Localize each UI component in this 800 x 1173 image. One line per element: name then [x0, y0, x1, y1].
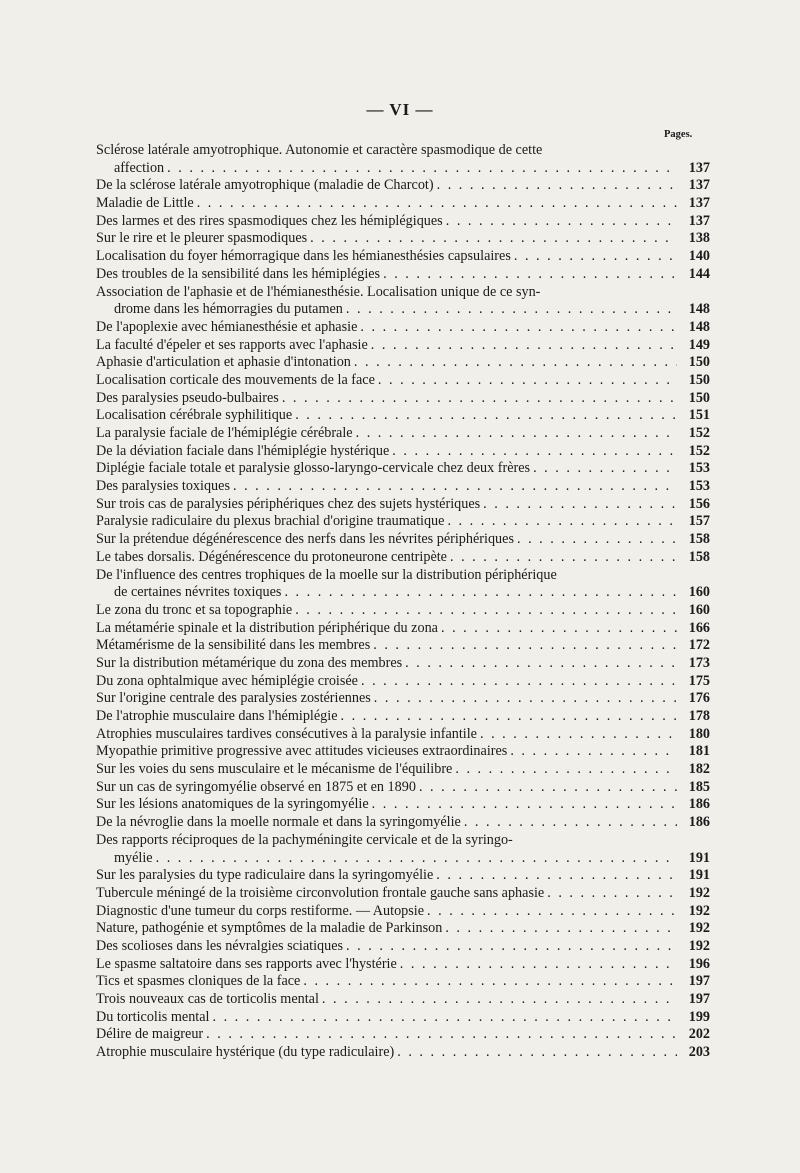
toc-entry-line: [96, 655, 710, 673]
toc-entry-title: Sur la distribution métamérique du zona des membres: [96, 654, 403, 671]
table-of-contents: [96, 142, 710, 1062]
dot-leader: [483, 496, 677, 514]
toc-entry-title: Trois nouveaux cas de torticolis mental: [96, 991, 319, 1007]
toc-entry-title: Nature, pathogénie et symptômes de la maladie de Parkinson: [96, 920, 443, 937]
toc-entry: [96, 637, 710, 655]
toc-entry-continuation: [96, 301, 710, 319]
toc-entry-title: Atrophie musculaire hystérique (du type radiculaire): [96, 1044, 395, 1061]
toc-entry-line: [96, 248, 710, 266]
dot-leader: [372, 796, 677, 814]
toc-entry: [96, 726, 710, 744]
dot-leader: [310, 230, 677, 248]
dot-leader: [547, 885, 677, 903]
toc-entry-title: de certaines névrites toxiques: [114, 584, 282, 601]
dot-leader: [427, 903, 677, 921]
toc-entry-title: Des paralysies pseudo-bulbaires: [96, 389, 279, 406]
toc-page-number: 192: [688, 937, 710, 954]
toc-page-number: 150: [688, 354, 710, 371]
dot-leader: [373, 637, 677, 655]
toc-page-number: 158: [688, 548, 710, 565]
toc-page-number: 157: [688, 513, 710, 530]
toc-entry-continuation: [96, 850, 710, 868]
toc-page-number: 150: [688, 371, 710, 388]
toc-entry: [96, 425, 710, 443]
dot-leader: [212, 1009, 677, 1027]
dot-leader: [447, 513, 677, 531]
toc-page-number: 178: [688, 708, 710, 724]
dot-leader: [282, 390, 677, 408]
toc-entry-title: Myopathie primitive progressive avec attitudes vicieuses extraordinaires: [96, 743, 508, 760]
toc-entry-continuation: [96, 160, 710, 178]
toc-entry: [96, 956, 710, 974]
dot-leader: [517, 531, 677, 549]
toc-entry-line: [96, 956, 710, 974]
toc-page-number: 137: [688, 177, 710, 194]
toc-page-number: 191: [688, 867, 710, 884]
dot-leader: [510, 743, 677, 761]
dot-leader: [374, 690, 677, 708]
dot-leader: [437, 177, 677, 195]
toc-page-number: 144: [688, 265, 710, 282]
toc-entry-title: Du zona ophtalmique avec hémiplégie croisée: [96, 672, 358, 689]
toc-entry-title: Des scolioses dans les névralgies sciatiques: [96, 937, 344, 954]
toc-entry-line: [96, 496, 710, 514]
toc-entry: [96, 142, 710, 177]
toc-entry: [96, 496, 710, 514]
toc-entry: [96, 761, 710, 779]
toc-entry-title: Sur trois cas de paralysies périphériques chez des sujets hystériques: [96, 495, 481, 512]
toc-page-number: 191: [688, 849, 710, 866]
toc-entry-continuation: [96, 584, 710, 602]
toc-entry-title: La métamérie spinale et la distribution périphérique du zona: [96, 619, 438, 636]
dot-leader: [383, 266, 677, 284]
toc-entry-line: [96, 284, 710, 302]
toc-page-number: 197: [688, 973, 710, 990]
toc-entry-title: Sur un cas de syringomyélie observé en 1875 et en 1890: [96, 778, 416, 795]
toc-entry-title: Diplégie faciale totale et paralysie glosso-laryngo-cervicale chez deux frères: [96, 460, 531, 477]
toc-entry-title: Aphasie d'articulation et aphasie d'intonation: [96, 354, 351, 371]
toc-entry: [96, 903, 710, 921]
toc-page-number: 137: [688, 195, 710, 212]
toc-entry-title: Localisation corticale des mouvements de la face: [96, 371, 375, 388]
toc-entry: [96, 230, 710, 248]
toc-entry-line: [96, 903, 710, 921]
toc-entry: [96, 443, 710, 461]
toc-entry-title: Paralysie radiculaire du plexus brachial d'origine traumatique: [96, 513, 445, 530]
toc-entry: [96, 991, 710, 1009]
toc-page-number: 192: [688, 902, 710, 919]
toc-entry: [96, 690, 710, 708]
dot-leader: [360, 319, 677, 337]
toc-entry-line: [96, 213, 710, 231]
toc-entry-title: Des rapports réciproques de la pachyméningite cervicale et de la syringo-: [96, 831, 513, 848]
dot-leader: [197, 195, 677, 213]
toc-entry: [96, 655, 710, 673]
toc-page-number: 181: [688, 743, 710, 760]
dot-leader: [156, 850, 677, 868]
toc-entry: [96, 478, 710, 496]
toc-entry: [96, 779, 710, 797]
toc-entry-line: [96, 425, 710, 443]
toc-entry-line: [96, 1044, 710, 1062]
toc-page-number: 160: [688, 601, 710, 618]
toc-page-number: 197: [688, 991, 710, 1007]
toc-entry-line: [96, 991, 710, 1009]
toc-page-number: 196: [688, 955, 710, 972]
toc-page-number: 148: [688, 318, 710, 335]
toc-entry-title: Sclérose latérale amyotrophique. Autonomie et caractère spasmodique de cette: [96, 142, 543, 158]
toc-entry: [96, 248, 710, 266]
toc-page-number: 138: [688, 230, 710, 247]
toc-entry: [96, 354, 710, 372]
toc-page-number: 137: [688, 159, 710, 176]
toc-page-number: 186: [688, 796, 710, 813]
dot-leader: [356, 425, 677, 443]
toc-entry-line: [96, 973, 710, 991]
toc-entry-line: [96, 920, 710, 938]
dot-leader: [464, 814, 677, 832]
dot-leader: [346, 301, 677, 319]
dot-leader: [397, 1044, 677, 1062]
toc-entry-line: [96, 460, 710, 478]
pages-column-header: Pages.: [664, 129, 693, 140]
toc-entry-title: De l'apoplexie avec hémianesthésie et aphasie: [96, 318, 358, 335]
toc-entry-line: [96, 637, 710, 655]
toc-entry: [96, 390, 710, 408]
toc-entry: [96, 973, 710, 991]
toc-entry: [96, 832, 710, 867]
dot-leader: [371, 337, 677, 355]
toc-entry-title: drome dans les hémorragies du putamen: [114, 301, 343, 318]
dot-leader: [284, 584, 677, 602]
toc-entry: [96, 213, 710, 231]
toc-page-number: 192: [688, 920, 710, 937]
toc-entry: [96, 708, 710, 726]
dot-leader: [354, 354, 677, 372]
toc-entry-line: [96, 390, 710, 408]
toc-entry: [96, 920, 710, 938]
toc-entry-line: [96, 867, 710, 885]
toc-entry-line: [96, 513, 710, 531]
toc-entry-line: [96, 779, 710, 797]
toc-entry: [96, 602, 710, 620]
toc-entry-title: Atrophies musculaires tardives consécutives à la paralysie infantile: [96, 725, 477, 742]
toc-entry-line: [96, 531, 710, 549]
toc-entry: [96, 195, 710, 213]
dot-leader: [514, 248, 677, 266]
toc-page-number: 182: [688, 761, 710, 778]
toc-entry-title: Localisation du foyer hémorragique dans les hémianesthésies capsulaires: [96, 248, 511, 265]
toc-entry: [96, 743, 710, 761]
toc-entry-title: Sur le rire et le pleurer spasmodiques: [96, 230, 308, 247]
toc-entry: [96, 796, 710, 814]
toc-entry-title: La faculté d'épeler et ses rapports avec l'aphasie: [96, 336, 368, 353]
dot-leader: [441, 620, 677, 638]
toc-entry-line: [96, 319, 710, 337]
dot-leader: [295, 407, 677, 425]
toc-entry-title: Sur l'origine centrale des paralysies zostériennes: [96, 690, 371, 707]
toc-entry: [96, 1044, 710, 1062]
toc-entry-line: [96, 337, 710, 355]
toc-entry: [96, 1009, 710, 1027]
toc-entry-title: myélie: [114, 849, 153, 866]
toc-entry: [96, 372, 710, 390]
toc-entry-line: [96, 1009, 710, 1027]
toc-entry-title: Sur les paralysies du type radiculaire dans la syringomyélie: [96, 867, 434, 884]
dot-leader: [378, 372, 677, 390]
toc-entry-title: Des larmes et des rires spasmodiques chez les hémiplégiques: [96, 212, 443, 229]
toc-entry-line: [96, 708, 710, 726]
toc-entry: [96, 673, 710, 691]
toc-entry-title: De la névroglie dans la moelle normale et dans la syringomyélie: [96, 814, 461, 831]
toc-entry-line: [96, 602, 710, 620]
toc-entry-title: Sur les voies du sens musculaire et le mécanisme de l'équilibre: [96, 761, 453, 778]
dot-leader: [167, 160, 677, 178]
toc-entry-title: Localisation cérébrale syphilitique: [96, 407, 293, 424]
toc-entry: [96, 549, 710, 567]
toc-page-number: 153: [688, 460, 710, 477]
toc-page-number: 150: [688, 389, 710, 406]
toc-entry-line: [96, 673, 710, 691]
dot-leader: [533, 460, 677, 478]
dot-leader: [392, 443, 677, 461]
toc-entry-line: [96, 832, 710, 850]
toc-entry: [96, 567, 710, 602]
dot-leader: [400, 956, 677, 974]
toc-entry-title: Sur la prétendue dégénérescence des nerfs dans les névrites périphériques: [96, 531, 514, 548]
dot-leader: [233, 478, 677, 496]
dot-leader: [445, 920, 677, 938]
toc-entry-line: [96, 354, 710, 372]
dot-leader: [436, 867, 677, 885]
toc-entry-line: [96, 478, 710, 496]
dot-leader: [322, 991, 677, 1009]
toc-entry-line: [96, 230, 710, 248]
dot-leader: [480, 726, 677, 744]
toc-entry: [96, 337, 710, 355]
dot-leader: [341, 708, 678, 726]
toc-entry: [96, 867, 710, 885]
toc-entry: [96, 407, 710, 425]
toc-entry-line: [96, 743, 710, 761]
toc-page-number: 140: [688, 248, 710, 265]
dot-leader: [450, 549, 677, 567]
toc-entry-line: [96, 796, 710, 814]
toc-page-number: 180: [688, 725, 710, 742]
toc-entry-line: [96, 142, 710, 160]
toc-entry-line: [96, 549, 710, 567]
toc-entry-line: [96, 177, 710, 195]
dot-leader: [206, 1026, 677, 1044]
toc-entry-title: Du torticolis mental: [96, 1008, 210, 1025]
toc-entry-title: Diagnostic d'une tumeur du corps restiforme. — Autopsie: [96, 902, 425, 919]
toc-entry: [96, 620, 710, 638]
toc-page-number: 202: [688, 1026, 710, 1043]
toc-page-number: 185: [688, 778, 710, 795]
toc-entry: [96, 177, 710, 195]
toc-entry-title: De l'atrophie musculaire dans l'hémiplégie: [96, 708, 338, 724]
toc-entry: [96, 938, 710, 956]
toc-entry-title: Sur les lésions anatomiques de la syringomyélie: [96, 796, 369, 813]
toc-page-number: 186: [688, 814, 710, 831]
toc-page-number: 153: [688, 478, 710, 495]
toc-entry-title: Le spasme saltatoire dans ses rapports avec l'hystérie: [96, 955, 397, 972]
toc-entry-line: [96, 266, 710, 284]
toc-entry-line: [96, 1026, 710, 1044]
toc-entry: [96, 1026, 710, 1044]
toc-page-number: 175: [688, 672, 710, 689]
toc-page-number: 173: [688, 654, 710, 671]
toc-entry-line: [96, 726, 710, 744]
toc-entry-title: Des troubles de la sensibilité dans les hémiplégies: [96, 265, 381, 282]
dot-leader: [361, 673, 677, 691]
toc-page-number: 172: [688, 637, 710, 654]
toc-page-number: 149: [688, 336, 710, 353]
toc-entry-line: [96, 761, 710, 779]
toc-entry-line: [96, 885, 710, 903]
toc-page-number: 203: [688, 1044, 710, 1061]
toc-entry-title: De l'influence des centres trophiques de la moelle sur la distribution périphérique: [96, 566, 557, 583]
toc-page-number: 192: [688, 884, 710, 901]
toc-entry-line: [96, 620, 710, 638]
toc-entry: [96, 531, 710, 549]
toc-page-number: 148: [688, 301, 710, 318]
toc-entry: [96, 319, 710, 337]
toc-entry: [96, 814, 710, 832]
toc-entry-title: affection: [114, 159, 165, 176]
toc-entry-line: [96, 814, 710, 832]
toc-entry-line: [96, 407, 710, 425]
toc-page-number: 156: [688, 495, 710, 512]
toc-entry-line: [96, 372, 710, 390]
toc-entry-title: Métamérisme de la sensibilité dans les membres: [96, 637, 371, 654]
toc-entry-line: [96, 690, 710, 708]
toc-entry-line: [96, 567, 710, 585]
page-number: — VI —: [366, 100, 434, 119]
dot-leader: [303, 973, 677, 991]
toc-page-number: 152: [688, 425, 710, 441]
toc-page-number: 176: [688, 690, 710, 707]
toc-page-number: 166: [688, 619, 710, 636]
toc-entry: [96, 460, 710, 478]
toc-entry-title: Association de l'aphasie et de l'hémianesthésie. Localisation unique de ce syn-: [96, 283, 541, 300]
toc-page-number: 152: [688, 442, 710, 459]
toc-entry-title: De la sclérose latérale amyotrophique (maladie de Charcot): [96, 177, 434, 194]
toc-entry-title: Tics et spasmes cloniques de la face: [96, 973, 301, 990]
dot-leader: [419, 779, 677, 797]
dot-leader: [295, 602, 677, 620]
toc-entry-line: [96, 195, 710, 213]
dot-leader: [446, 213, 677, 231]
toc-entry-title: Maladie de Little: [96, 195, 194, 212]
toc-entry-title: Délire de maigreur: [96, 1026, 204, 1043]
toc-page-number: 137: [688, 212, 710, 229]
toc-page-number: 160: [688, 584, 710, 601]
toc-page-number: 199: [688, 1008, 710, 1025]
toc-entry-title: Tubercule méningé de la troisième circonvolution frontale gauche sans aphasie: [96, 884, 545, 901]
toc-entry-title: Des paralysies toxiques: [96, 478, 230, 495]
toc-entry-line: [96, 443, 710, 461]
dot-leader: [455, 761, 677, 779]
toc-page-number: 158: [688, 531, 710, 548]
toc-page-number: 151: [688, 407, 710, 424]
dot-leader: [405, 655, 677, 673]
toc-entry-title: Le tabes dorsalis. Dégénérescence du protoneurone centripète: [96, 548, 447, 565]
dot-leader: [346, 938, 677, 956]
toc-entry: [96, 513, 710, 531]
toc-entry: [96, 266, 710, 284]
toc-entry-title: De la déviation faciale dans l'hémiplégie hystérique: [96, 442, 390, 459]
toc-entry: [96, 885, 710, 903]
toc-entry: [96, 284, 710, 319]
toc-entry-line: [96, 938, 710, 956]
toc-entry-title: Le zona du tronc et sa topographie: [96, 601, 293, 618]
toc-entry-title: La paralysie faciale de l'hémiplégie cérébrale: [96, 425, 353, 441]
